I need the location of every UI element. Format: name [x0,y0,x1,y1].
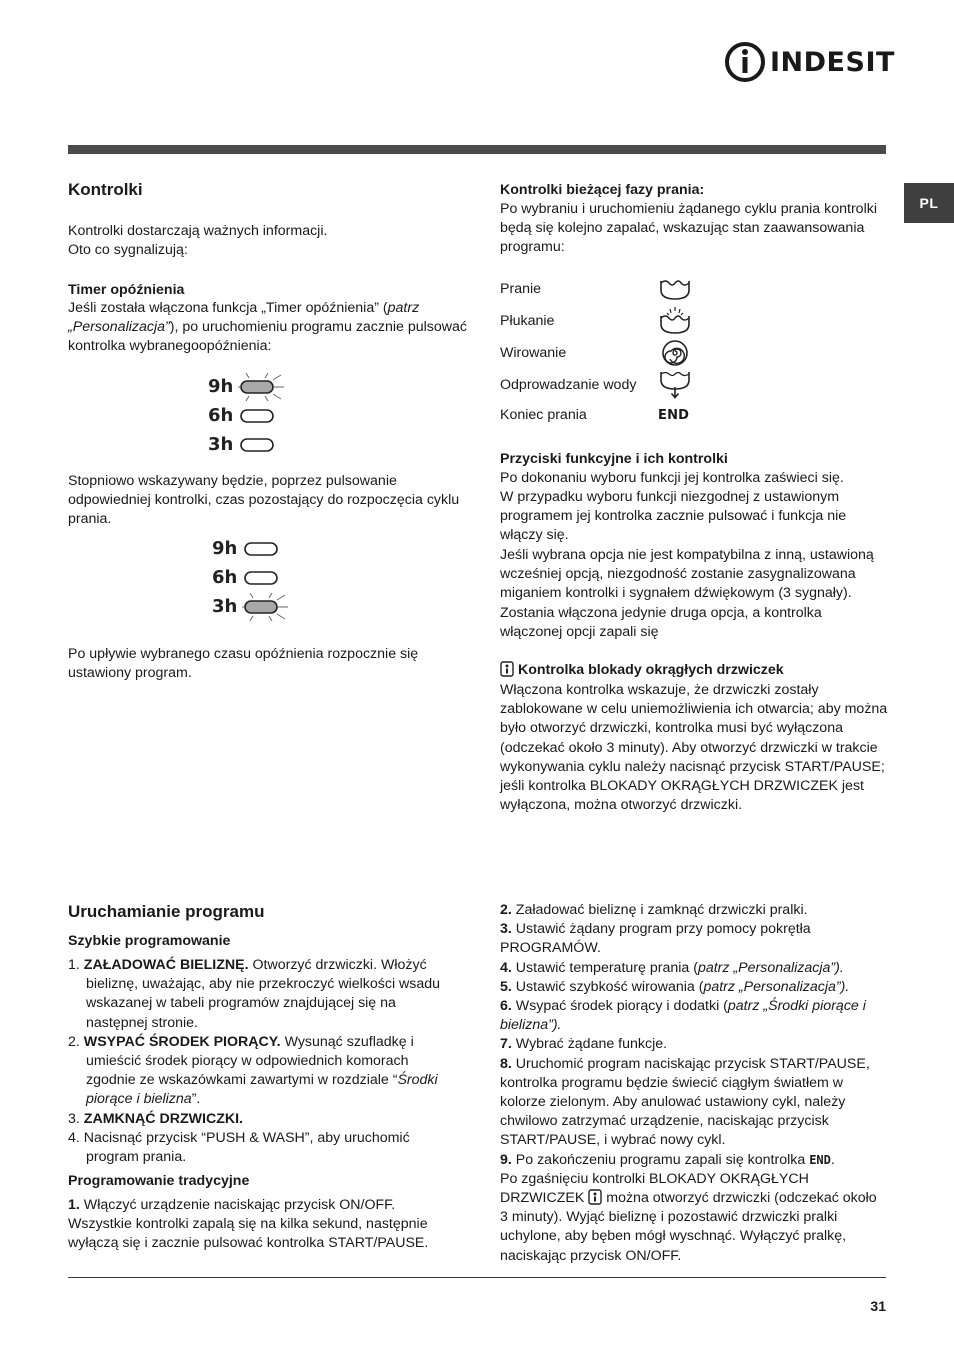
door-lock-title [500,661,888,680]
step-text: Uruchomić program naciskając przycisk START/PAUSE, kontrolka programu będzie świecić ciągłym światłem w kolorze zielonym. Aby anulować ustawiony cykl, należy chwilowo zatrzymać urządzenie, naciskając przycisk START/PAUSE, i wybrać nowy cykl. [500,1055,870,1149]
trad-step-8 [500,1055,888,1151]
footer-rule [68,1277,886,1278]
timer-indicator-group-a [208,372,298,459]
timer-paragraph-2: Stopniowo wskazywany będzie, poprzez pulsowanie odpowiedniej kontrolki, czas pozostający do rozpoczęcia cyklu prania. [68,473,460,528]
door-lock-inline-icon [588,1189,602,1205]
trad-step-9: 9. Po zakończeniu programu zapali się kontrolka END. Po zgaśnięciu kontrolki BLOKADY OKRĄGŁYCH DRZWICZEK można otworzyć drzwiczki (odczekać około 3 minuty). Wyjąć bieliznę i pozostawić drzwiczki pralki uchylone, aby bęben mógł wyschnąć. Wyłączyć pralkę, naciskając przycisk ON/OFF. [500,1151,877,1264]
end-inline-icon: END [809,1152,831,1167]
rinse-icon [658,306,692,336]
step-text-2: Po zgaśnięciu kontrolki BLOKADY OKRĄGŁYCH DRZWICZEK [500,1170,809,1207]
timer-title: Timer opóźnienia [68,282,185,298]
timer-row [208,430,298,459]
step-italic: patrz „Personalizacja”). [703,978,850,995]
traditional-programming-title: Programowanie tradycyjne [68,1173,250,1189]
step-number: 2. [500,902,512,918]
step-number: 3. [68,1110,80,1127]
indesit-i-logo-icon [724,40,766,84]
timer-paragraph-3: Po upływie wybranego czasu opóźnienia rozpocznie się ustawiony program. [68,646,419,682]
step-text: Włączyć urządzenie naciskając przycisk ON/OFF. Wszystkie kontrolki zapalą się na kilka sekund, następnie wyłączą się i zacznie pulsować kontrolka START/PAUSE. [68,1197,429,1252]
timer-led-icon [238,402,290,430]
trad-step-1 [68,1196,460,1254]
step-bold: WSYPAĆ ŚRODEK PIORĄCY. [83,1033,281,1050]
timer-p1-italic: patrz „Personalizacja” [68,300,420,336]
trad-step-3 [500,920,888,958]
brand-logo [724,40,895,84]
quick-step-4 [68,1129,460,1167]
timer-label: 3h [212,596,238,617]
timer-paragraph-1 [68,299,468,357]
end-indicator-icon: END [658,407,690,423]
phase-intro: Po wybraniu i uruchomieniu żądanego cyklu prania kontrolki będą się kolejno zapalać, wskazując stan zaawansowania programu: [500,201,877,256]
step-text: Ustawić temperaturę prania ( [515,959,698,976]
door-lock-icon [500,661,514,677]
quick-step-1 [68,956,460,1033]
quick-step-3 [68,1110,460,1129]
trad-steps-list [500,901,888,1266]
trad-step-6 [500,997,888,1035]
phase-row-rinse [500,305,888,337]
step-text: Ustawić żądany program przy pomocy pokrętła PROGRAMÓW. [500,921,811,957]
page-number: 31 [870,1298,886,1314]
phase-row-drain [500,369,888,401]
timer-led-icon [242,535,294,563]
step-number: 6. [500,998,512,1015]
intro-line-1: Kontrolki dostarczają ważnych informacji. [68,223,328,239]
timer-row [212,534,302,563]
step-number: 7. [500,1036,512,1053]
wash-tub-icon [658,276,692,302]
step-text: Wybrać żądane funkcje. [515,1036,668,1053]
door-lock-paragraph: Włączona kontrolka wskazuje, że drzwiczki zostały zablokowane w celu uniemożliwienia ich otwarcia; aby można było otworzyć drzwiczki, kontrolka musi być wyłączona (odczekać około 3 minuty). Aby otworzyć drzwiczki w trakcie wykonywania cyklu należy nacisnąć przycisk START/PAUSE; jeśli kontrolka BLOKADY OKRĄGŁYCH DRZWICZEK jest wyłączona, można otworzyć drzwiczki. [500,682,888,814]
step-text: Otworzyć drzwiczki. Włożyć bieliznę, uważając, aby nie przekroczyć wielkości wsadu wskazanej w tabeli programów znajdującej się na następnej stronie. [86,957,441,1031]
function-paragraph-1: Po dokonaniu wyboru funkcji jej kontrolka zaświeci się. [500,470,844,486]
function-paragraph-3: Jeśli wybrana opcja nie jest kompatybilna z inną, ustawioną wcześniej opcją, niezgodność zostanie zasygnalizowana miganiem kontrolki i sygnałem dźwiękowym (3 sygnały). Zostania włączona jedynie druga opcja, a kontrolka włączonej opcji zapali się [500,547,874,640]
step-text-end: ”. [191,1091,201,1108]
step-text-3: można otworzyć drzwiczki (odczekać około 3 minuty). Wyjąć bieliznę i pozostawić drzwiczki pralki uchylone, aby bęben mógł wyschnąć. Wyłączyć pralkę, naciskając przycisk ON/OFF. [500,1190,877,1264]
timer-indicator-group-b [212,534,302,621]
function-paragraph-2: W przypadku wyboru funkcji niezgodnej z ustawionym programem jej kontrolka zacznie pulsować i funkcja nie włączy się. [500,489,847,544]
phase-label: Płukanie [500,313,555,329]
timer-p1-text-c: ), po uruchomieniu programu zacznie pulsować kontrolka wybranegoopóźnienia: [68,319,468,355]
step-bold: ZAMKNĄĆ DRZWICZKI. [83,1110,243,1127]
door-lock-title-text: Kontrolka blokady okrągłych drzwiczek [517,662,784,678]
step-italic: patrz „Środki piorące i bielizna”). [500,998,866,1034]
language-tab: PL [904,183,954,223]
step-text: Wsypać środek piorący i dodatki ( [515,998,728,1015]
timer-label: 3h [208,434,234,455]
step-number: 5. [500,978,512,995]
step-italic: patrz „Personalizacja”). [697,959,844,976]
step-italic: Środki piorące i bielizna [86,1072,438,1108]
phase-row-end [500,401,888,429]
phase-label: Pranie [500,281,542,297]
step-number: 4. [500,959,512,976]
step-text: Wysunąć szufladkę i umieścić środek piorący w odpowiednich komorach zgodnie ze wskazówkami zawartymi w rozdziale “ [86,1033,414,1089]
step-number: 9. [500,1151,512,1168]
timer-p1-text-a: Jeśli została włączona funkcja „Timer opóźnienia” ( [68,300,388,316]
header-rule [68,145,886,154]
step-text: Ustawić szybkość wirowania ( [515,978,704,995]
step-number: 1. [68,957,80,973]
step-text: Nacisnąć przycisk “PUSH & WASH”, aby uruchomić program prania. [83,1129,410,1166]
timer-row [208,401,298,430]
intro-line-2: Oto co sygnalizują: [68,242,188,258]
step-number: 2. [68,1033,80,1050]
drain-icon [658,370,692,400]
trad-step-2 [500,901,888,920]
brand-name: INDESIT [770,46,895,78]
timer-row [208,372,298,401]
timer-led-active-icon [238,373,290,401]
timer-row [212,592,302,621]
section-title-kontrolki: Kontrolki [68,180,143,199]
timer-led-icon [242,564,294,592]
phase-list [500,273,888,429]
step-number: 3. [500,921,512,938]
step-number: 8. [500,1055,512,1072]
trad-step-7 [500,1035,888,1054]
timer-row [212,563,302,592]
quick-steps-list [68,956,460,1167]
step-text: Po zakończeniu programu zapali się kontrolka [515,1151,806,1168]
phase-title: Kontrolki bieżącej fazy prania: [500,182,705,198]
trad-step-5 [500,978,888,997]
step-number: 4. [68,1129,80,1146]
quick-programming-title: Szybkie programowanie [68,933,231,949]
phase-label: Odprowadzanie wody [500,377,637,393]
step-text: Załadować bieliznę i zamknąć drzwiczki pralki. [515,902,808,918]
phase-label: Koniec prania [500,407,587,423]
step-bold: ZAŁADOWAĆ BIELIZNĘ. [83,957,249,973]
function-buttons-title: Przyciski funkcyjne i ich kontrolki [500,451,728,467]
section-title-uruchamianie: Uruchamianie programu [68,902,265,921]
quick-step-2 [68,1033,460,1110]
timer-label: 6h [208,405,234,426]
trad-step-4 [500,959,888,978]
phase-row-spin [500,337,888,369]
step-number: 1. [68,1197,80,1213]
timer-label: 6h [212,567,238,588]
phase-label: Wirowanie [500,345,567,361]
timer-label: 9h [208,376,234,397]
spin-icon [658,339,692,367]
timer-led-active-icon [242,593,294,621]
timer-label: 9h [212,538,238,559]
phase-row-wash [500,273,888,305]
timer-led-icon [238,431,290,459]
